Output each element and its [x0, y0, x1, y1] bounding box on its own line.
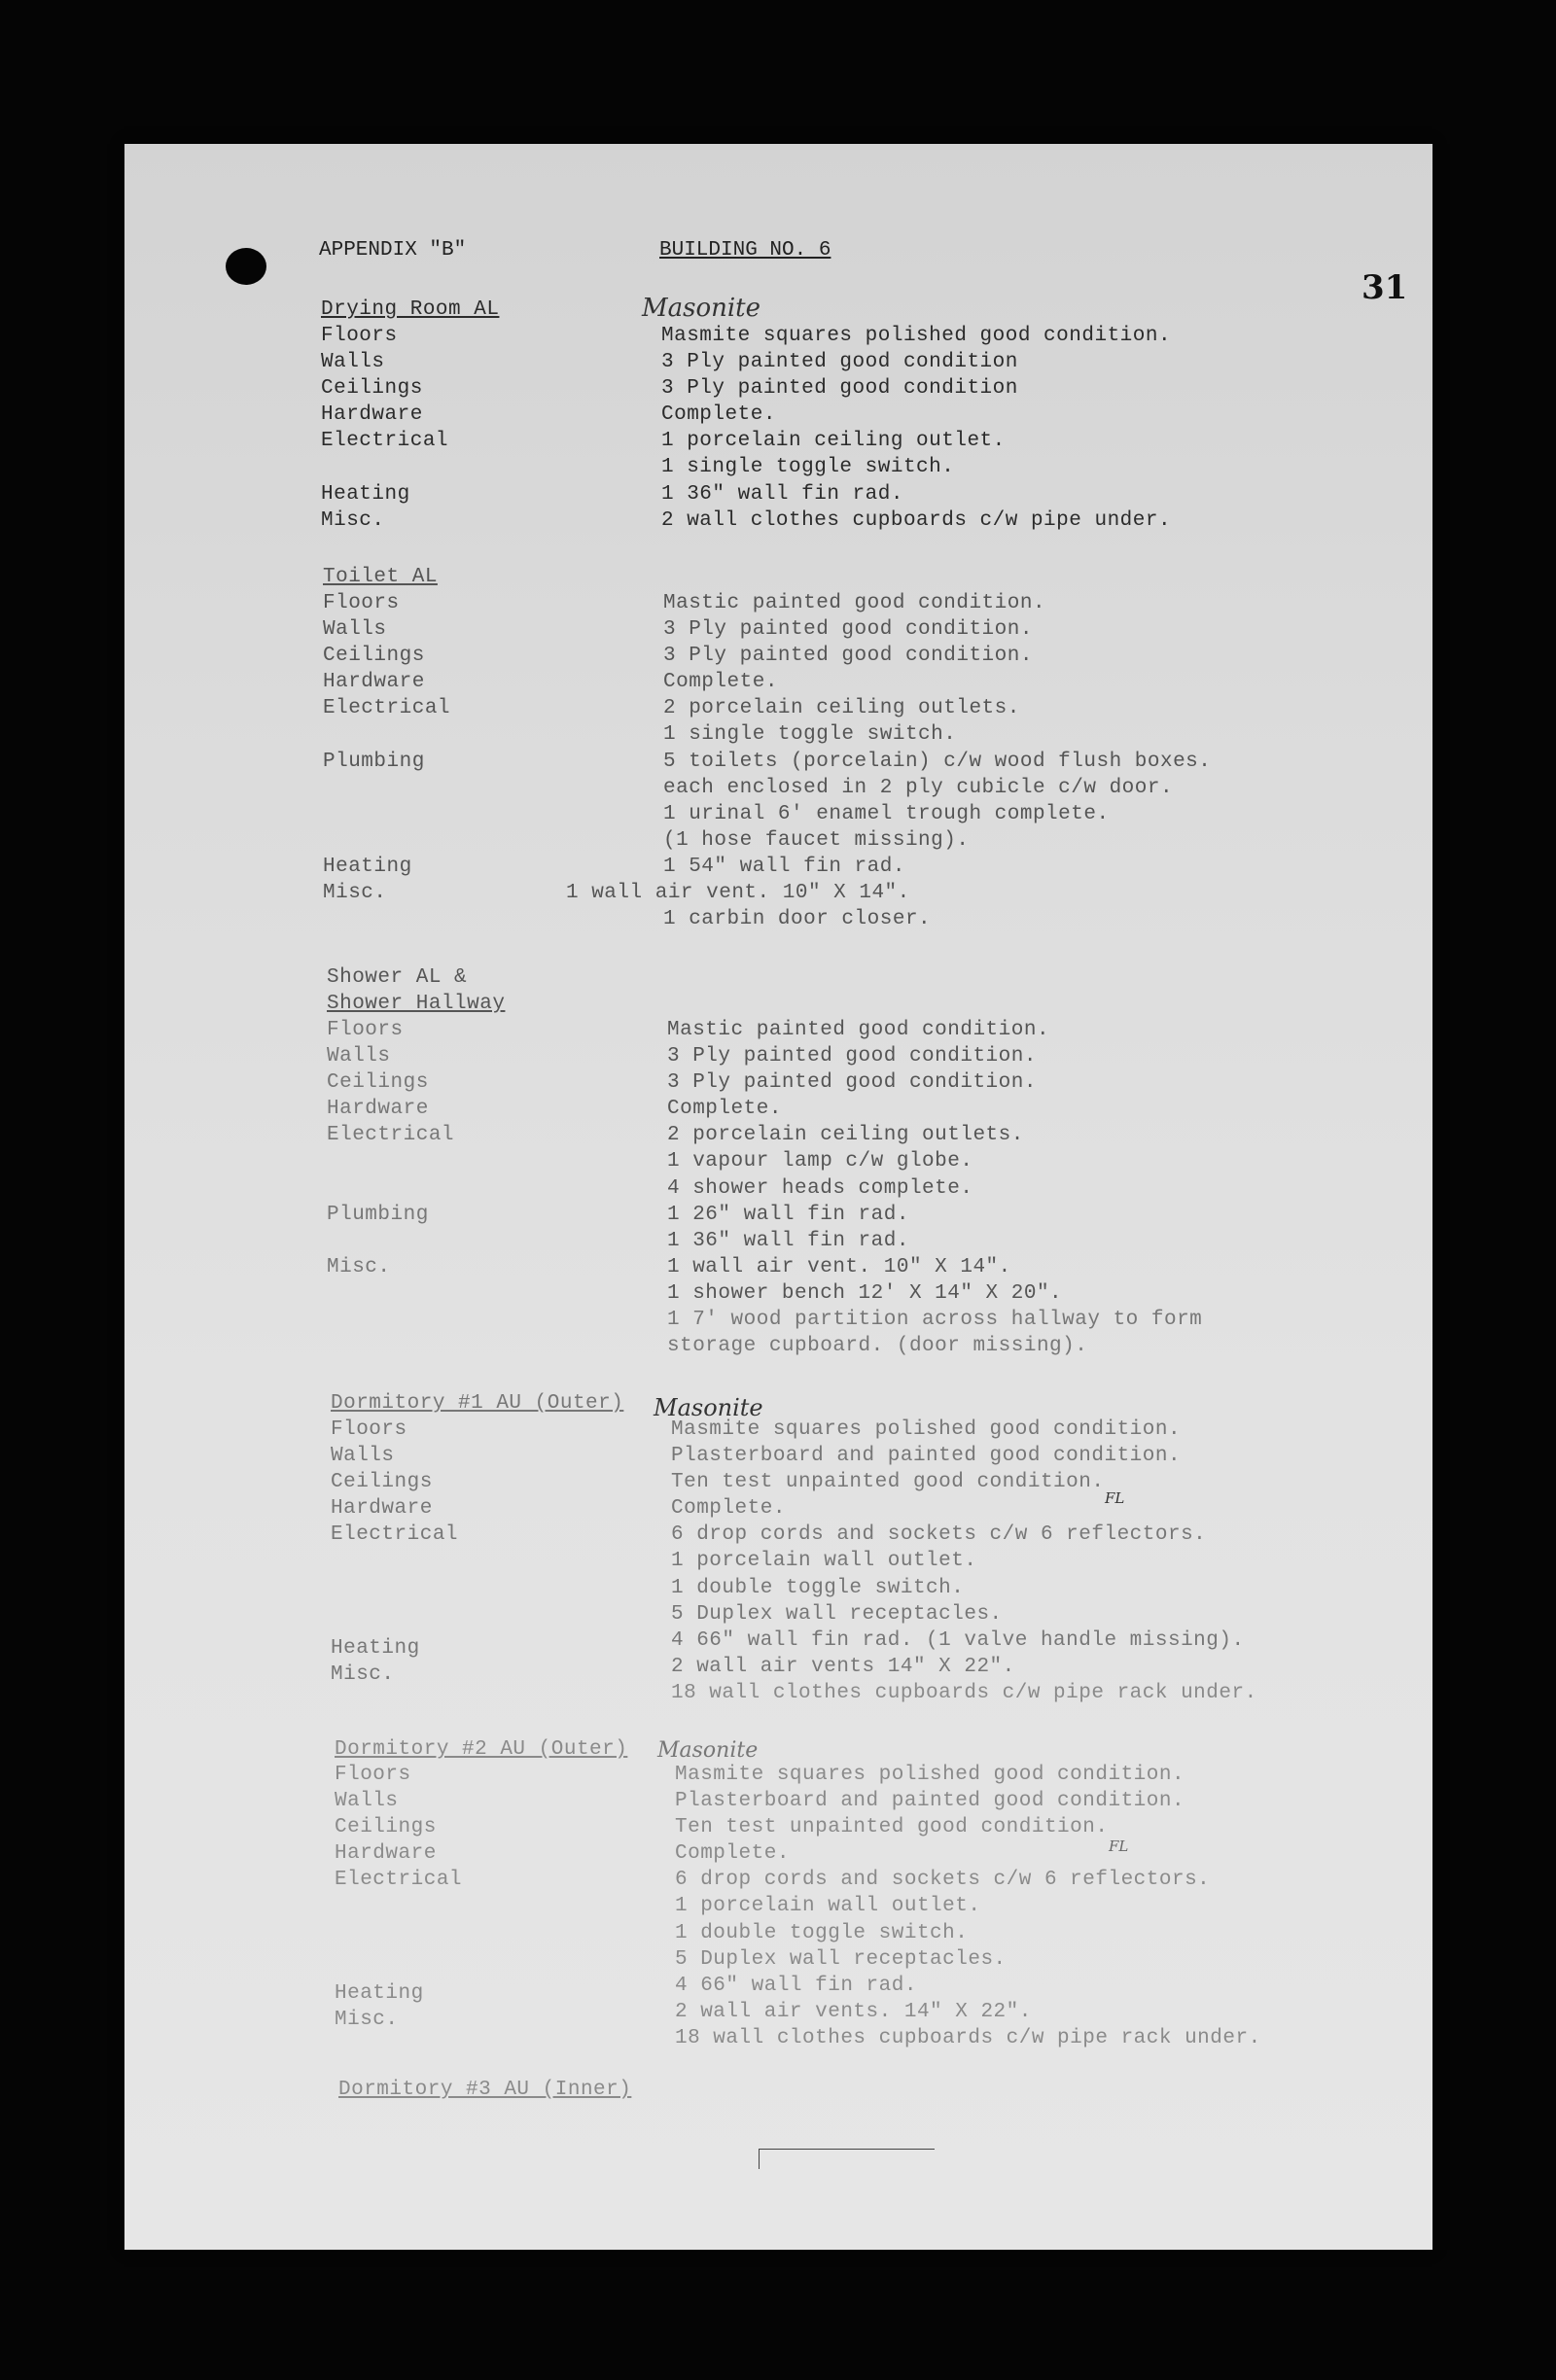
- row-value: 3 Ply painted good condition.: [667, 1071, 1037, 1094]
- row-label: Floors: [331, 1418, 407, 1441]
- row-label: Floors: [321, 325, 398, 347]
- row-value: 5 Duplex wall receptacles.: [675, 1948, 1007, 1971]
- row-value: 1 wall air vent. 10" X 14".: [566, 882, 910, 904]
- row-label: Hardware: [327, 1098, 429, 1120]
- row-label: Ceilings: [331, 1471, 433, 1493]
- row-value: 1 double toggle switch.: [671, 1577, 965, 1599]
- row-value: 4 66" wall fin rad.: [675, 1975, 917, 1997]
- row-value: Plasterboard and painted good condition.: [671, 1445, 1182, 1467]
- row-value: Masmite squares polished good condition.: [675, 1764, 1185, 1786]
- row-value: 1 porcelain ceiling outlet.: [661, 430, 1006, 452]
- row-label: Plumbing: [327, 1204, 429, 1226]
- row-label: Heating: [321, 483, 410, 506]
- row-value: 3 Ply painted good condition.: [667, 1045, 1037, 1068]
- row-value: Complete.: [671, 1497, 786, 1520]
- row-value: Mastic painted good condition.: [663, 592, 1046, 614]
- handwritten-note-fl-2: FL: [1109, 1838, 1129, 1855]
- row-value: 1 36" wall fin rad.: [667, 1230, 909, 1252]
- row-label: Ceilings: [321, 377, 423, 400]
- row-value: 1 36" wall fin rad.: [661, 483, 903, 506]
- row-label: Misc.: [323, 882, 387, 904]
- section-title-dormitory-1: Dormitory #1 AU (Outer): [331, 1392, 624, 1415]
- row-value: Complete.: [661, 403, 776, 426]
- row-value: 3 Ply painted good condition: [661, 377, 1018, 400]
- row-value: 2 porcelain ceiling outlets.: [663, 697, 1020, 719]
- row-value: 6 drop cords and sockets c/w 6 reflectors.: [675, 1869, 1211, 1891]
- row-value: 2 wall air vents 14" X 22".: [671, 1656, 1015, 1678]
- row-value: 1 single toggle switch.: [663, 723, 957, 746]
- row-label: Ceilings: [327, 1071, 429, 1094]
- row-label: Hardware: [331, 1497, 433, 1520]
- row-value: 2 porcelain ceiling outlets.: [667, 1124, 1024, 1146]
- row-label: Floors: [335, 1764, 411, 1786]
- row-value: Masmite squares polished good condition.: [661, 325, 1172, 347]
- row-value: 6 drop cords and sockets c/w 6 reflectors.: [671, 1523, 1207, 1546]
- row-label: Ceilings: [323, 645, 425, 667]
- row-label: Heating: [331, 1637, 420, 1660]
- row-value: 3 Ply painted good condition.: [663, 645, 1033, 667]
- row-label: Electrical: [327, 1124, 455, 1146]
- row-label: Walls: [321, 351, 385, 373]
- row-value: 1 urinal 6' enamel trough complete.: [663, 803, 1110, 825]
- row-value: 1 26" wall fin rad.: [667, 1204, 909, 1226]
- page-corner-mark: [759, 2149, 935, 2169]
- row-value: 18 wall clothes cupboards c/w pipe rack under.: [675, 2027, 1261, 2049]
- row-value: 2 wall air vents. 14" X 22".: [675, 2001, 1032, 2023]
- section-title-toilet: Toilet AL: [323, 566, 438, 588]
- row-label: Heating: [335, 1982, 424, 2005]
- row-value: 1 54" wall fin rad.: [663, 856, 905, 878]
- row-value: 4 shower heads complete.: [667, 1177, 973, 1200]
- row-value: Ten test unpainted good condition.: [671, 1471, 1105, 1493]
- row-value: 1 vapour lamp c/w globe.: [667, 1150, 973, 1172]
- row-value: 2 wall clothes cupboards c/w pipe under.: [661, 509, 1172, 532]
- building-heading: BUILDING NO. 6: [659, 239, 831, 262]
- row-label: Walls: [323, 618, 387, 641]
- row-value: 1 porcelain wall outlet.: [675, 1895, 981, 1917]
- row-label: Electrical: [323, 697, 451, 719]
- row-value: 1 7' wood partition across hallway to form: [667, 1309, 1203, 1331]
- row-label: Walls: [335, 1790, 399, 1812]
- row-label: Floors: [323, 592, 400, 614]
- row-label: Electrical: [331, 1523, 459, 1546]
- row-value: 1 single toggle switch.: [661, 456, 955, 478]
- row-label: Misc.: [321, 509, 385, 532]
- row-value: (1 hose faucet missing).: [663, 829, 970, 852]
- row-label: Hardware: [321, 403, 423, 426]
- row-label: Electrical: [321, 430, 449, 452]
- punch-hole: [226, 248, 266, 285]
- handwritten-note-fl-1: FL: [1105, 1489, 1125, 1507]
- row-label: Hardware: [323, 671, 425, 693]
- row-value: 5 toilets (porcelain) c/w wood flush boxes.: [663, 751, 1212, 773]
- row-label: Heating: [323, 856, 412, 878]
- row-value: Complete.: [663, 671, 778, 693]
- section-title-dormitory-3: Dormitory #3 AU (Inner): [338, 2079, 632, 2101]
- row-value: 1 porcelain wall outlet.: [671, 1550, 977, 1572]
- section-title-drying-room: Drying Room AL: [321, 298, 500, 321]
- section-title-dormitory-2: Dormitory #2 AU (Outer): [335, 1738, 628, 1761]
- row-value: Complete.: [667, 1098, 782, 1120]
- row-label: Ceilings: [335, 1816, 437, 1838]
- handwritten-note-masonite-3: Masonite: [657, 1738, 759, 1763]
- row-label: Walls: [331, 1445, 395, 1467]
- row-value: 18 wall clothes cupboards c/w pipe rack under.: [671, 1682, 1257, 1704]
- row-value: storage cupboard. (door missing).: [667, 1335, 1088, 1357]
- row-value: 4 66" wall fin rad. (1 valve handle missing).: [671, 1629, 1245, 1652]
- row-value: Mastic painted good condition.: [667, 1019, 1050, 1041]
- row-value: 3 Ply painted good condition: [661, 351, 1018, 373]
- row-value: Complete.: [675, 1842, 790, 1865]
- page-number: 31: [1362, 268, 1408, 307]
- row-label: Hardware: [335, 1842, 437, 1865]
- row-value: 1 double toggle switch.: [675, 1922, 969, 1944]
- row-value: Ten test unpainted good condition.: [675, 1816, 1109, 1838]
- row-value: Masmite squares polished good condition.: [671, 1418, 1182, 1441]
- row-value: each enclosed in 2 ply cubicle c/w door.: [663, 777, 1174, 799]
- handwritten-note-masonite-1: Masonite: [642, 294, 761, 323]
- section-title-shower-hallway: Shower Hallway: [327, 993, 506, 1015]
- row-label: Misc.: [327, 1256, 391, 1278]
- row-value: 1 carbin door closer.: [663, 908, 932, 930]
- row-label: Misc.: [331, 1663, 395, 1686]
- row-value: 1 shower bench 12' X 14" X 20".: [667, 1282, 1063, 1305]
- section-title-shower: Shower AL &: [327, 966, 468, 989]
- handwritten-note-masonite-2: Masonite: [654, 1394, 763, 1421]
- appendix-heading: APPENDIX "B": [319, 239, 467, 262]
- row-label: Walls: [327, 1045, 391, 1068]
- row-label: Misc.: [335, 2009, 399, 2031]
- row-label: Floors: [327, 1019, 404, 1041]
- row-label: Plumbing: [323, 751, 425, 773]
- row-value: 1 wall air vent. 10" X 14".: [667, 1256, 1011, 1278]
- row-value: Plasterboard and painted good condition.: [675, 1790, 1185, 1812]
- row-value: 3 Ply painted good condition.: [663, 618, 1033, 641]
- row-value: 5 Duplex wall receptacles.: [671, 1603, 1003, 1626]
- row-label: Electrical: [335, 1869, 463, 1891]
